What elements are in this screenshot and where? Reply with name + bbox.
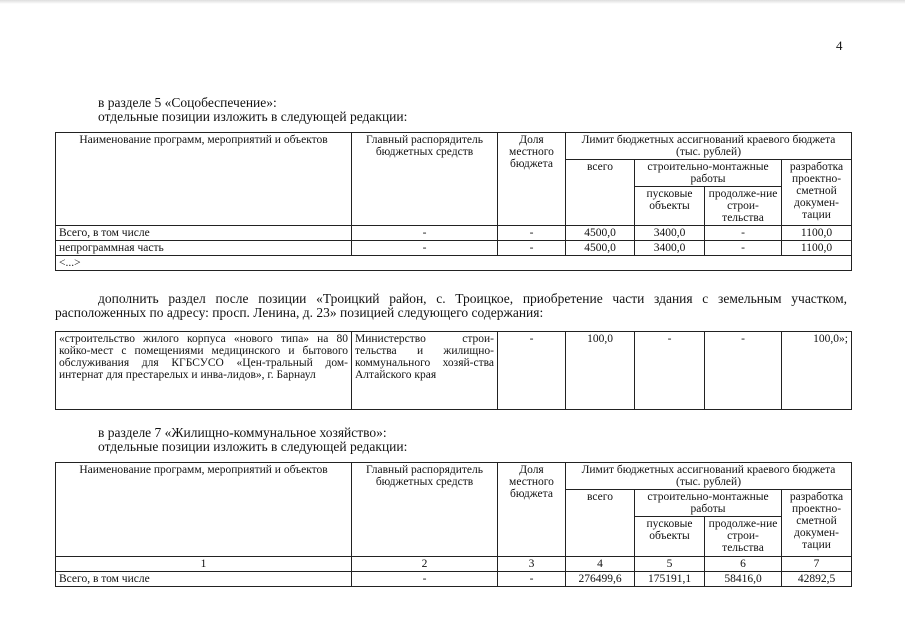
row-manager: Министерство строи-тельства и жилищно-коммунального хозяй-ства Алтайского края <box>352 332 498 410</box>
table-row <box>56 241 852 256</box>
row-design: 1100,0 <box>782 226 852 241</box>
header-name: Наименование программ, мероприятий и объектов <box>56 463 352 557</box>
table-row <box>56 226 852 241</box>
row-name: Всего, в том числе <box>56 226 352 241</box>
header-construction: строительно-монтажные работы <box>635 490 782 517</box>
col-number: 2 <box>352 557 498 572</box>
row-share: - <box>498 572 566 587</box>
row-total: 4500,0 <box>566 241 635 256</box>
row-share: - <box>498 226 566 241</box>
row-launch: 3400,0 <box>635 226 705 241</box>
page-number: 4 <box>836 38 843 53</box>
row-design: 1100,0 <box>782 241 852 256</box>
row-name: непрограммная часть <box>56 241 352 256</box>
table-row <box>56 256 852 271</box>
header-limit: Лимит бюджетных ассигнований краевого бюджета (тыс. рублей) <box>566 463 852 490</box>
row-design: 42892,5 <box>782 572 852 587</box>
row-manager: - <box>352 572 498 587</box>
header-local-share: Доля местного бюджета <box>498 133 566 226</box>
row-continuing: - <box>705 241 782 256</box>
row-continuing: - <box>705 226 782 241</box>
row-name: Всего, в том числе <box>56 572 352 587</box>
row-launch: 3400,0 <box>635 241 705 256</box>
row-total: 276499,6 <box>566 572 635 587</box>
header-manager: Главный распорядитель бюджетных средств <box>352 463 498 557</box>
row-design: 100,0»; <box>782 332 852 410</box>
header-design: разработка проектно-сметной докумен-тации <box>782 160 852 226</box>
header-name: Наименование программ, мероприятий и объектов <box>56 133 352 226</box>
header-total: всего <box>566 490 635 557</box>
col-number: 6 <box>705 557 782 572</box>
section3-intro-line2: отдельные позиции изложить в следующей редакции: <box>98 439 408 454</box>
col-number: 4 <box>566 557 635 572</box>
row-continuing: - <box>705 332 782 410</box>
col-number: 5 <box>635 557 705 572</box>
table-row <box>56 332 852 410</box>
section2-paragraph: дополнить раздел после позиции «Троицкий район, с. Троицкое, приобретение части здания с земельным участком, расположенных по адресу: просп. Ленина, д. 23» позицией следующего содержания: <box>55 291 847 320</box>
row-total: 100,0 <box>566 332 635 410</box>
row-total: 4500,0 <box>566 226 635 241</box>
row-share: - <box>498 241 566 256</box>
row-continuing: 58416,0 <box>705 572 782 587</box>
section1-intro-line2: отдельные позиции изложить в следующей редакции: <box>98 109 408 124</box>
row-name: «строительство жилого корпуса «нового типа» на 80 койко-мест с помещениями медицинского и бытового обслуживания для КГБСУСО «Цен-тральный дом-интернат для престарелых и инва-лидов», г. Барнаул <box>56 332 352 410</box>
header-local-share: Доля местного бюджета <box>498 463 566 557</box>
col-number: 3 <box>498 557 566 572</box>
ellipsis-row: <...> <box>56 256 852 271</box>
column-number-row <box>56 557 852 572</box>
row-launch: 175191,1 <box>635 572 705 587</box>
col-number: 7 <box>782 557 852 572</box>
row-manager: - <box>352 226 498 241</box>
header-construction: строительно-монтажные работы <box>635 160 782 187</box>
header-design: разработка проектно-сметной докумен-тации <box>782 490 852 557</box>
row-manager: - <box>352 241 498 256</box>
header-continuing: продолже-ние строи-тельства <box>705 517 782 557</box>
header-limit: Лимит бюджетных ассигнований краевого бюджета (тыс. рублей) <box>566 133 852 160</box>
section1-table <box>55 132 852 271</box>
table-row <box>56 572 852 587</box>
header-manager: Главный распорядитель бюджетных средств <box>352 133 498 226</box>
section3-intro-line1: в разделе 7 «Жилищно-коммунальное хозяйство»: <box>98 425 387 440</box>
section3-table <box>55 462 852 587</box>
header-total: всего <box>566 160 635 226</box>
section2-table <box>55 331 852 410</box>
row-launch: - <box>635 332 705 410</box>
header-launch: пусковые объекты <box>635 187 705 226</box>
header-continuing: продолже-ние строи-тельства <box>705 187 782 226</box>
section1-intro-line1: в разделе 5 «Соцобеспечение»: <box>98 95 277 110</box>
header-launch: пусковые объекты <box>635 517 705 557</box>
row-share: - <box>498 332 566 410</box>
scan-edge <box>0 0 905 4</box>
col-number: 1 <box>56 557 352 572</box>
